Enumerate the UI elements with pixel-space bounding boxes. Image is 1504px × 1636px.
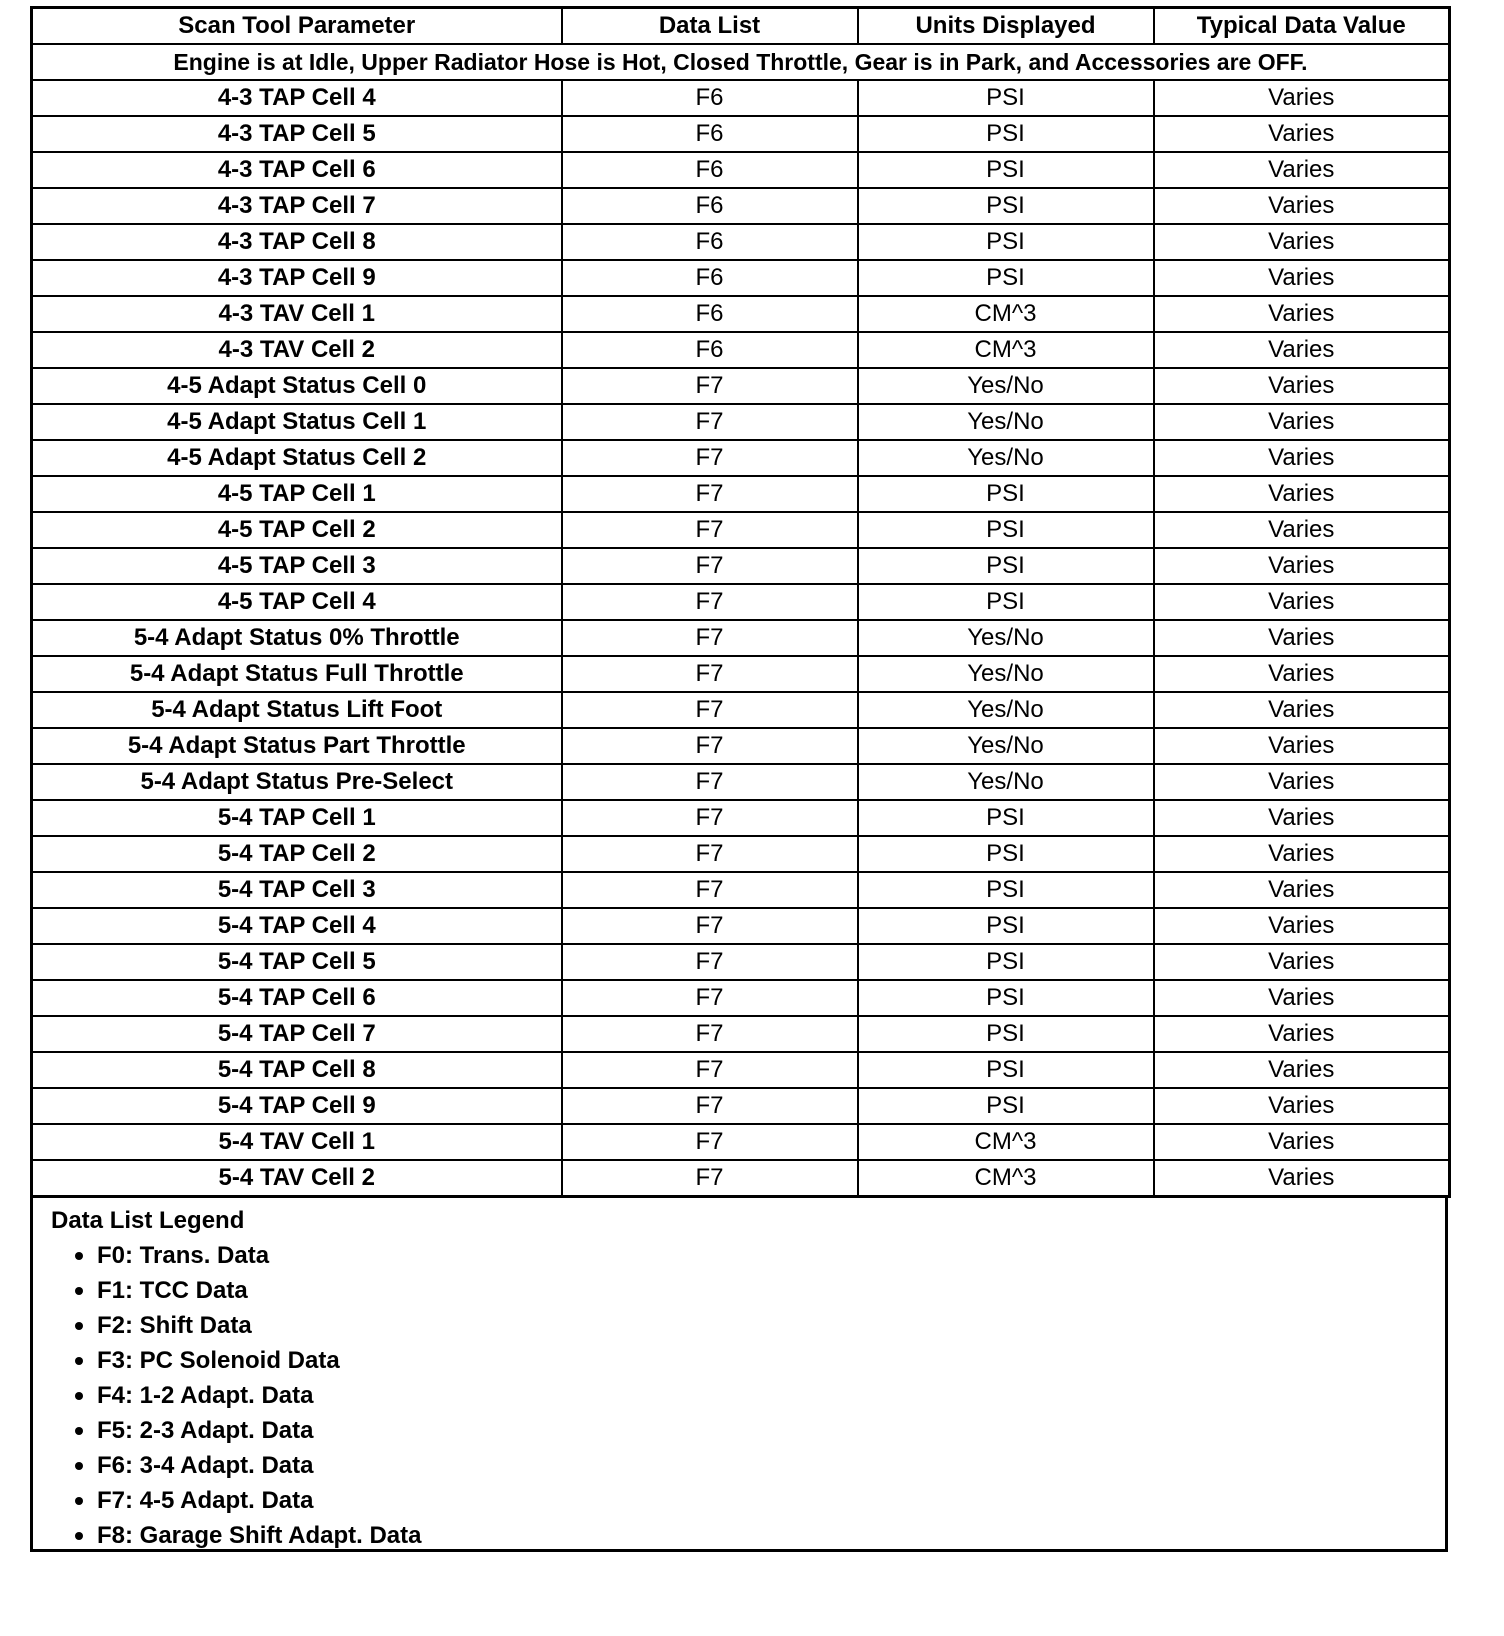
cell-typical-value: Varies — [1154, 944, 1450, 980]
cell-typical-value: Varies — [1154, 836, 1450, 872]
header-typical-data-value: Typical Data Value — [1154, 8, 1450, 45]
cell-typical-value: Varies — [1154, 116, 1450, 152]
cell-units: CM^3 — [858, 1160, 1154, 1197]
cell-parameter: 5-4 TAP Cell 9 — [32, 1088, 562, 1124]
cell-parameter: 4-3 TAP Cell 6 — [32, 152, 562, 188]
cell-data-list: F7 — [562, 728, 858, 764]
table-row — [32, 1052, 1450, 1088]
cell-data-list: F7 — [562, 548, 858, 584]
cell-units: PSI — [858, 476, 1154, 512]
cell-parameter: 5-4 TAP Cell 5 — [32, 944, 562, 980]
cell-units: PSI — [858, 260, 1154, 296]
cell-typical-value: Varies — [1154, 512, 1450, 548]
cell-parameter: 5-4 TAP Cell 3 — [32, 872, 562, 908]
cell-typical-value: Varies — [1154, 80, 1450, 116]
cell-data-list: F7 — [562, 872, 858, 908]
cell-typical-value: Varies — [1154, 368, 1450, 404]
legend-item — [75, 1343, 1445, 1378]
table-header-row — [32, 8, 1450, 45]
cell-units: Yes/No — [858, 404, 1154, 440]
cell-parameter: 4-3 TAP Cell 7 — [32, 188, 562, 224]
cell-data-list: F7 — [562, 656, 858, 692]
condition-row — [32, 44, 1450, 80]
cell-parameter: 4-3 TAP Cell 5 — [32, 116, 562, 152]
cell-units: Yes/No — [858, 764, 1154, 800]
cell-typical-value: Varies — [1154, 548, 1450, 584]
table-row — [32, 728, 1450, 764]
cell-data-list: F7 — [562, 1052, 858, 1088]
cell-data-list: F7 — [562, 512, 858, 548]
legend-list — [51, 1238, 1445, 1553]
cell-data-list: F6 — [562, 296, 858, 332]
cell-parameter: 5-4 TAV Cell 1 — [32, 1124, 562, 1160]
cell-parameter: 5-4 TAV Cell 2 — [32, 1160, 562, 1197]
cell-units: PSI — [858, 80, 1154, 116]
cell-typical-value: Varies — [1154, 260, 1450, 296]
cell-typical-value: Varies — [1154, 872, 1450, 908]
cell-units: Yes/No — [858, 368, 1154, 404]
cell-parameter: 5-4 Adapt Status 0% Throttle — [32, 620, 562, 656]
cell-parameter: 5-4 TAP Cell 6 — [32, 980, 562, 1016]
cell-units: PSI — [858, 152, 1154, 188]
table-row — [32, 440, 1450, 476]
table-row — [32, 332, 1450, 368]
bullet-icon — [75, 1322, 83, 1330]
table-row — [32, 1016, 1450, 1052]
cell-data-list: F6 — [562, 80, 858, 116]
cell-typical-value: Varies — [1154, 332, 1450, 368]
cell-data-list: F7 — [562, 440, 858, 476]
table-row — [32, 1088, 1450, 1124]
cell-typical-value: Varies — [1154, 764, 1450, 800]
cell-typical-value: Varies — [1154, 800, 1450, 836]
cell-parameter: 4-3 TAV Cell 2 — [32, 332, 562, 368]
table-row — [32, 836, 1450, 872]
table-row — [32, 764, 1450, 800]
cell-units: Yes/No — [858, 728, 1154, 764]
table-row — [32, 296, 1450, 332]
cell-parameter: 4-3 TAV Cell 1 — [32, 296, 562, 332]
cell-parameter: 5-4 TAP Cell 4 — [32, 908, 562, 944]
cell-parameter: 4-3 TAP Cell 9 — [32, 260, 562, 296]
cell-parameter: 5-4 Adapt Status Full Throttle — [32, 656, 562, 692]
cell-units: PSI — [858, 1052, 1154, 1088]
cell-parameter: 5-4 TAP Cell 1 — [32, 800, 562, 836]
legend-item — [75, 1308, 1445, 1343]
cell-data-list: F7 — [562, 836, 858, 872]
cell-units: PSI — [858, 512, 1154, 548]
cell-typical-value: Varies — [1154, 620, 1450, 656]
cell-parameter: 5-4 TAP Cell 7 — [32, 1016, 562, 1052]
cell-data-list: F7 — [562, 1088, 858, 1124]
bullet-icon — [75, 1497, 83, 1505]
legend-item-label: F6: 3-4 Adapt. Data — [97, 1452, 314, 1479]
cell-data-list: F7 — [562, 368, 858, 404]
table-row — [32, 116, 1450, 152]
legend-item-label: F5: 2-3 Adapt. Data — [97, 1417, 314, 1444]
cell-units: PSI — [858, 188, 1154, 224]
legend-item-label: F0: Trans. Data — [97, 1242, 270, 1269]
cell-typical-value: Varies — [1154, 476, 1450, 512]
table-row — [32, 1124, 1450, 1160]
legend-item — [75, 1378, 1445, 1413]
test-condition: Engine is at Idle, Upper Radiator Hose is Hot, Closed Throttle, Gear is in Park, and Accessories are OFF. — [32, 44, 1450, 80]
table-row — [32, 980, 1450, 1016]
table-row — [32, 368, 1450, 404]
cell-data-list: F7 — [562, 1160, 858, 1197]
cell-typical-value: Varies — [1154, 1052, 1450, 1088]
legend-title: Data List Legend — [51, 1207, 245, 1234]
table-row — [32, 404, 1450, 440]
cell-data-list: F7 — [562, 980, 858, 1016]
cell-units: CM^3 — [858, 296, 1154, 332]
cell-units: PSI — [858, 548, 1154, 584]
table-row — [32, 476, 1450, 512]
bullet-icon — [75, 1427, 83, 1435]
cell-parameter: 4-5 Adapt Status Cell 2 — [32, 440, 562, 476]
legend-item — [75, 1413, 1445, 1448]
header-scan-tool-parameter: Scan Tool Parameter — [32, 8, 562, 45]
cell-data-list: F6 — [562, 260, 858, 296]
cell-units: PSI — [858, 1016, 1154, 1052]
data-list-legend — [30, 1198, 1448, 1552]
cell-data-list: F6 — [562, 224, 858, 260]
cell-typical-value: Varies — [1154, 404, 1450, 440]
cell-data-list: F6 — [562, 188, 858, 224]
cell-units: Yes/No — [858, 656, 1154, 692]
cell-units: Yes/No — [858, 620, 1154, 656]
table-row — [32, 512, 1450, 548]
cell-parameter: 4-5 Adapt Status Cell 0 — [32, 368, 562, 404]
cell-units: PSI — [858, 116, 1154, 152]
cell-data-list: F7 — [562, 944, 858, 980]
header-units-displayed: Units Displayed — [858, 8, 1154, 45]
table-row — [32, 260, 1450, 296]
cell-data-list: F7 — [562, 1016, 858, 1052]
cell-typical-value: Varies — [1154, 296, 1450, 332]
table-row — [32, 872, 1450, 908]
legend-item-label: F8: Garage Shift Adapt. Data — [97, 1522, 422, 1549]
cell-data-list: F7 — [562, 620, 858, 656]
cell-typical-value: Varies — [1154, 656, 1450, 692]
cell-data-list: F7 — [562, 908, 858, 944]
table-row — [32, 944, 1450, 980]
cell-parameter: 4-5 TAP Cell 3 — [32, 548, 562, 584]
cell-parameter: 4-5 TAP Cell 2 — [32, 512, 562, 548]
cell-units: PSI — [858, 908, 1154, 944]
cell-typical-value: Varies — [1154, 728, 1450, 764]
cell-typical-value: Varies — [1154, 692, 1450, 728]
cell-parameter: 5-4 Adapt Status Lift Foot — [32, 692, 562, 728]
cell-typical-value: Varies — [1154, 908, 1450, 944]
table-row — [32, 620, 1450, 656]
cell-units: PSI — [858, 800, 1154, 836]
cell-data-list: F7 — [562, 1124, 858, 1160]
cell-units: PSI — [858, 584, 1154, 620]
table-row — [32, 692, 1450, 728]
cell-typical-value: Varies — [1154, 188, 1450, 224]
cell-data-list: F7 — [562, 404, 858, 440]
cell-parameter: 5-4 Adapt Status Part Throttle — [32, 728, 562, 764]
bullet-icon — [75, 1287, 83, 1295]
legend-item — [75, 1448, 1445, 1483]
cell-data-list: F6 — [562, 116, 858, 152]
table-row — [32, 908, 1450, 944]
cell-data-list: F6 — [562, 332, 858, 368]
legend-item-label: F1: TCC Data — [97, 1277, 248, 1304]
cell-parameter: 4-5 TAP Cell 4 — [32, 584, 562, 620]
cell-parameter: 4-3 TAP Cell 8 — [32, 224, 562, 260]
table-row — [32, 584, 1450, 620]
legend-item-label: F2: Shift Data — [97, 1312, 252, 1339]
cell-typical-value: Varies — [1154, 224, 1450, 260]
table-row — [32, 152, 1450, 188]
legend-item — [75, 1518, 1445, 1553]
table-row — [32, 1160, 1450, 1197]
cell-typical-value: Varies — [1154, 152, 1450, 188]
table-row — [32, 548, 1450, 584]
legend-item — [75, 1238, 1445, 1273]
cell-typical-value: Varies — [1154, 1088, 1450, 1124]
cell-units: CM^3 — [858, 332, 1154, 368]
header-data-list: Data List — [562, 8, 858, 45]
scan-tool-data-table — [30, 6, 1451, 1198]
legend-item-label: F4: 1-2 Adapt. Data — [97, 1382, 314, 1409]
cell-data-list: F7 — [562, 476, 858, 512]
legend-item — [75, 1273, 1445, 1308]
cell-units: CM^3 — [858, 1124, 1154, 1160]
legend-item — [75, 1483, 1445, 1518]
cell-parameter: 5-4 TAP Cell 8 — [32, 1052, 562, 1088]
bullet-icon — [75, 1252, 83, 1260]
cell-data-list: F6 — [562, 152, 858, 188]
bullet-icon — [75, 1532, 83, 1540]
legend-item-label: F7: 4-5 Adapt. Data — [97, 1487, 314, 1514]
cell-units: PSI — [858, 872, 1154, 908]
cell-units: Yes/No — [858, 440, 1154, 476]
cell-parameter: 4-3 TAP Cell 4 — [32, 80, 562, 116]
cell-typical-value: Varies — [1154, 440, 1450, 476]
cell-units: PSI — [858, 836, 1154, 872]
table-row — [32, 224, 1450, 260]
bullet-icon — [75, 1357, 83, 1365]
cell-typical-value: Varies — [1154, 584, 1450, 620]
legend-item-label: F3: PC Solenoid Data — [97, 1347, 340, 1374]
cell-data-list: F7 — [562, 692, 858, 728]
cell-typical-value: Varies — [1154, 1016, 1450, 1052]
cell-typical-value: Varies — [1154, 1124, 1450, 1160]
cell-units: PSI — [858, 224, 1154, 260]
cell-parameter: 4-5 Adapt Status Cell 1 — [32, 404, 562, 440]
cell-parameter: 4-5 TAP Cell 1 — [32, 476, 562, 512]
cell-typical-value: Varies — [1154, 980, 1450, 1016]
bullet-icon — [75, 1392, 83, 1400]
cell-data-list: F7 — [562, 800, 858, 836]
table-row — [32, 80, 1450, 116]
table-row — [32, 188, 1450, 224]
cell-typical-value: Varies — [1154, 1160, 1450, 1197]
table-row — [32, 800, 1450, 836]
bullet-icon — [75, 1462, 83, 1470]
cell-data-list: F7 — [562, 764, 858, 800]
cell-units: PSI — [858, 944, 1154, 980]
cell-parameter: 5-4 Adapt Status Pre-Select — [32, 764, 562, 800]
scan-tool-data-sheet — [30, 6, 1448, 1552]
cell-data-list: F7 — [562, 584, 858, 620]
cell-units: PSI — [858, 980, 1154, 1016]
table-row — [32, 656, 1450, 692]
cell-parameter: 5-4 TAP Cell 2 — [32, 836, 562, 872]
cell-units: PSI — [858, 1088, 1154, 1124]
cell-units: Yes/No — [858, 692, 1154, 728]
